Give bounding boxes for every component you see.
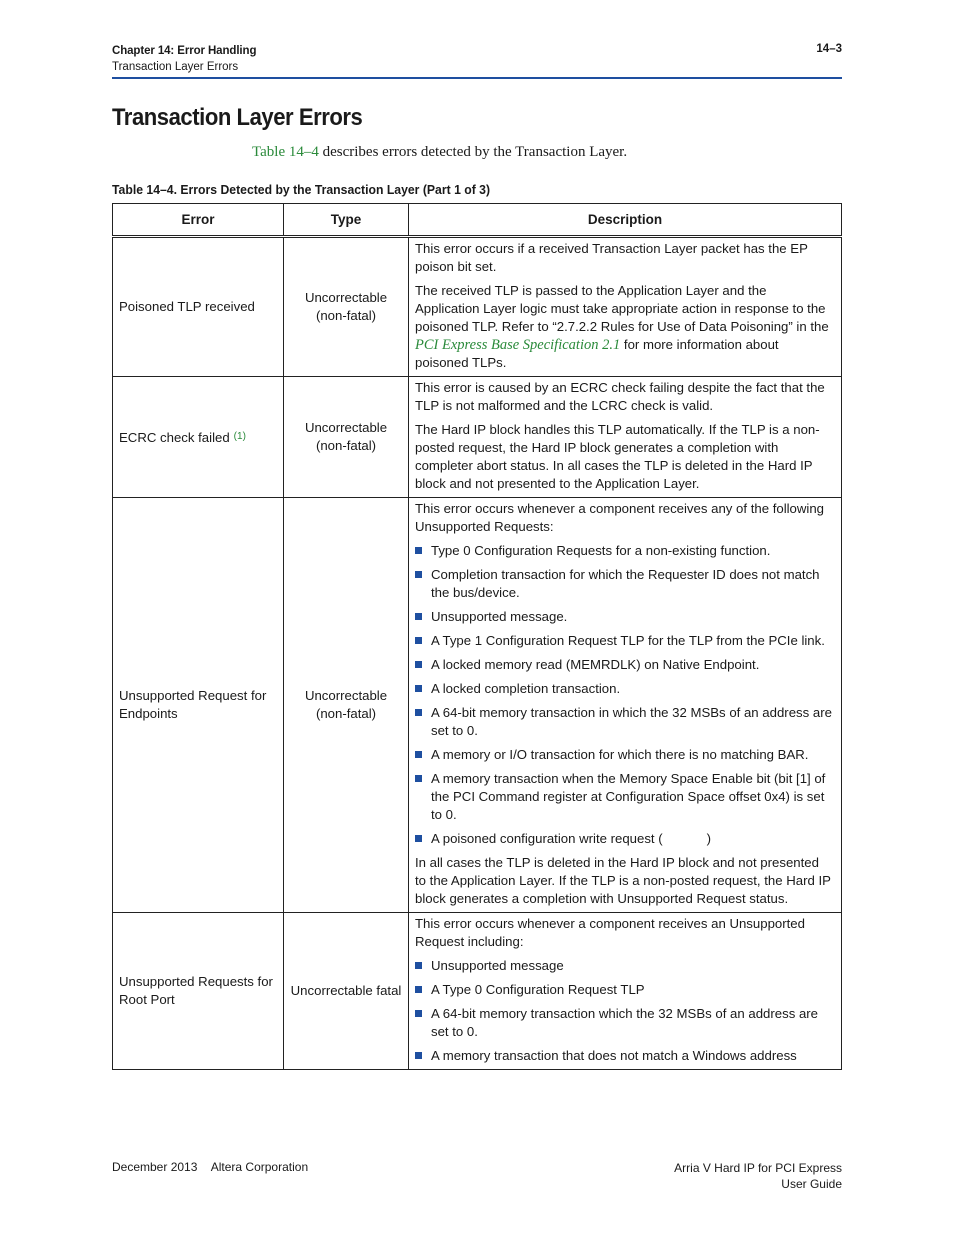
description-paragraph — [415, 282, 833, 372]
footer-doc-title: Arria V Hard IP for PCI Express — [674, 1161, 842, 1175]
intro-text: describes errors detected by the Transaction Layer. — [318, 144, 628, 160]
list-item — [415, 680, 833, 698]
list-item — [415, 957, 833, 975]
list-item-text: A memory transaction when the Memory Space Enable bit (bit [1] of the PCI Command register at Configuration Space offset 0x4) is set to 0. — [431, 771, 826, 822]
list-item-text: A 64-bit memory transaction which the 32 MSBs of an address are set to 0. — [431, 1006, 819, 1039]
errors-table — [112, 203, 842, 1070]
bullet-icon — [415, 613, 422, 620]
footer-date: December 2013 — [112, 1160, 198, 1174]
list-item — [415, 632, 833, 650]
list-item-text: Unsupported message — [431, 958, 564, 973]
list-item-text: Completion transaction for which the Requester ID does not match the bus/device. — [431, 567, 820, 600]
footer-company: Altera Corporation — [210, 1160, 309, 1174]
bullet-icon — [415, 751, 422, 758]
footer-doc-subtitle: User Guide — [781, 1177, 842, 1191]
bullet-icon — [415, 547, 422, 554]
list-item — [415, 746, 833, 764]
bullet-icon — [415, 709, 422, 716]
list-item-text: A memory or I/O transaction for which there is no matching BAR. — [431, 747, 809, 762]
table-caption: Table 14–4. Errors Detected by the Transaction Layer (Part 1 of 3) — [112, 182, 491, 197]
list-item-text: A Type 0 Configuration Request TLP — [431, 982, 645, 997]
type-cell: Uncorrectable (non-fatal) — [284, 498, 409, 913]
table-row — [113, 913, 842, 1070]
description-cell — [409, 913, 842, 1070]
bullet-icon — [415, 962, 422, 969]
page-number: 14–3 — [816, 43, 842, 55]
bullet-list — [415, 542, 833, 848]
header-rule — [112, 77, 842, 79]
spec-link[interactable]: PCI Express Base Specification 2.1 — [415, 337, 621, 353]
bullet-icon — [415, 571, 422, 578]
description-cell — [409, 498, 842, 913]
list-item-text: A 64-bit memory transaction in which the 32 MSBs of an address are set to 0. — [431, 705, 832, 738]
list-item — [415, 981, 833, 999]
running-header — [112, 43, 256, 75]
list-item — [415, 542, 833, 560]
table-row — [113, 237, 842, 377]
bullet-icon — [415, 1010, 422, 1017]
list-item — [415, 770, 833, 824]
description-cell — [409, 377, 842, 498]
description-paragraph: This error occurs whenever a component receives any of the following Unsupported Requests: — [415, 501, 825, 534]
header-error: Error — [113, 204, 284, 237]
list-item — [415, 1005, 833, 1041]
bullet-icon — [415, 637, 422, 644]
type-cell: Uncorrectable (non-fatal) — [284, 377, 409, 498]
list-item — [415, 704, 833, 740]
list-item — [415, 656, 833, 674]
bullet-icon — [415, 685, 422, 692]
list-item — [415, 566, 833, 602]
page-title: Transaction Layer Errors — [112, 104, 363, 131]
type-cell: Uncorrectable (non-fatal) — [284, 237, 409, 377]
table-row — [113, 498, 842, 913]
description-paragraph: The Hard IP block handles this TLP automatically. If the TLP is a non-posted request, the Hard IP block generates a completion with completer abort status. In all cases the TLP is deleted in the Hard IP block and not presented to the Application Layer. — [415, 422, 820, 491]
bullet-icon — [415, 775, 422, 782]
list-item-text: Type 0 Configuration Requests for a non-existing function. — [431, 543, 771, 558]
list-item-text: Unsupported message. — [431, 609, 568, 624]
list-item-text: A locked completion transaction. — [431, 681, 621, 696]
chapter-title: Chapter 14: Error Handling — [112, 45, 257, 57]
table-link[interactable]: Table 14–4 — [252, 144, 319, 160]
type-cell: Uncorrectable fatal — [284, 913, 409, 1070]
intro-paragraph — [252, 144, 627, 161]
error-cell: Poisoned TLP received — [113, 237, 284, 377]
bullet-icon — [415, 835, 422, 842]
footnote-link[interactable]: (1) — [233, 430, 246, 442]
description-cell — [409, 237, 842, 377]
list-item-text: A Type 1 Configuration Request TLP for the TLP from the PCIe link. — [431, 633, 825, 648]
description-paragraph: This error is caused by an ECRC check failing despite the fact that the TLP is not malformed and the LCRC check is valid. — [415, 380, 825, 413]
list-item — [415, 830, 833, 848]
table-row — [113, 377, 842, 498]
bullet-icon — [415, 986, 422, 993]
description-paragraph: This error occurs if a received Transaction Layer packet has the EP poison bit set. — [415, 241, 808, 274]
error-cell — [113, 377, 284, 498]
header-description: Description — [409, 204, 842, 237]
section-title: Transaction Layer Errors — [112, 61, 239, 73]
error-cell: Unsupported Requests for Root Port — [113, 913, 284, 1070]
list-item — [415, 608, 833, 626]
bullet-icon — [415, 661, 422, 668]
error-cell: Unsupported Request for Endpoints — [113, 498, 284, 913]
list-item-text: A memory transaction that does not match a Windows address — [431, 1048, 797, 1063]
description-paragraph: In all cases the TLP is deleted in the Hard IP block and not presented to the Application Layer. If the TLP is a non-posted request, the Hard IP block generates a completion with Unsupported Request status. — [415, 855, 831, 906]
bullet-icon — [415, 1052, 422, 1059]
list-item-text: A locked memory read (MEMRDLK) on Native Endpoint. — [431, 657, 760, 672]
bullet-list — [415, 957, 833, 1065]
description-text: for more information about poisoned TLPs. — [415, 337, 779, 370]
list-item-text: A poisoned configuration write request ( ) — [431, 831, 712, 846]
table-header-row — [113, 204, 842, 237]
footer-right — [674, 1160, 842, 1192]
header-type: Type — [284, 204, 409, 237]
description-text: The received TLP is passed to the Application Layer and the Application Layer logic must take appropriate action in response to the poisoned TLP. Refer to “2.7.2.2 Rules for Use of Data Poisoning” in the — [415, 283, 829, 334]
error-label: ECRC check failed — [119, 429, 230, 445]
footer-left — [112, 1160, 308, 1174]
list-item — [415, 1047, 833, 1065]
description-paragraph: This error occurs whenever a component receives an Unsupported Request including: — [415, 916, 805, 949]
